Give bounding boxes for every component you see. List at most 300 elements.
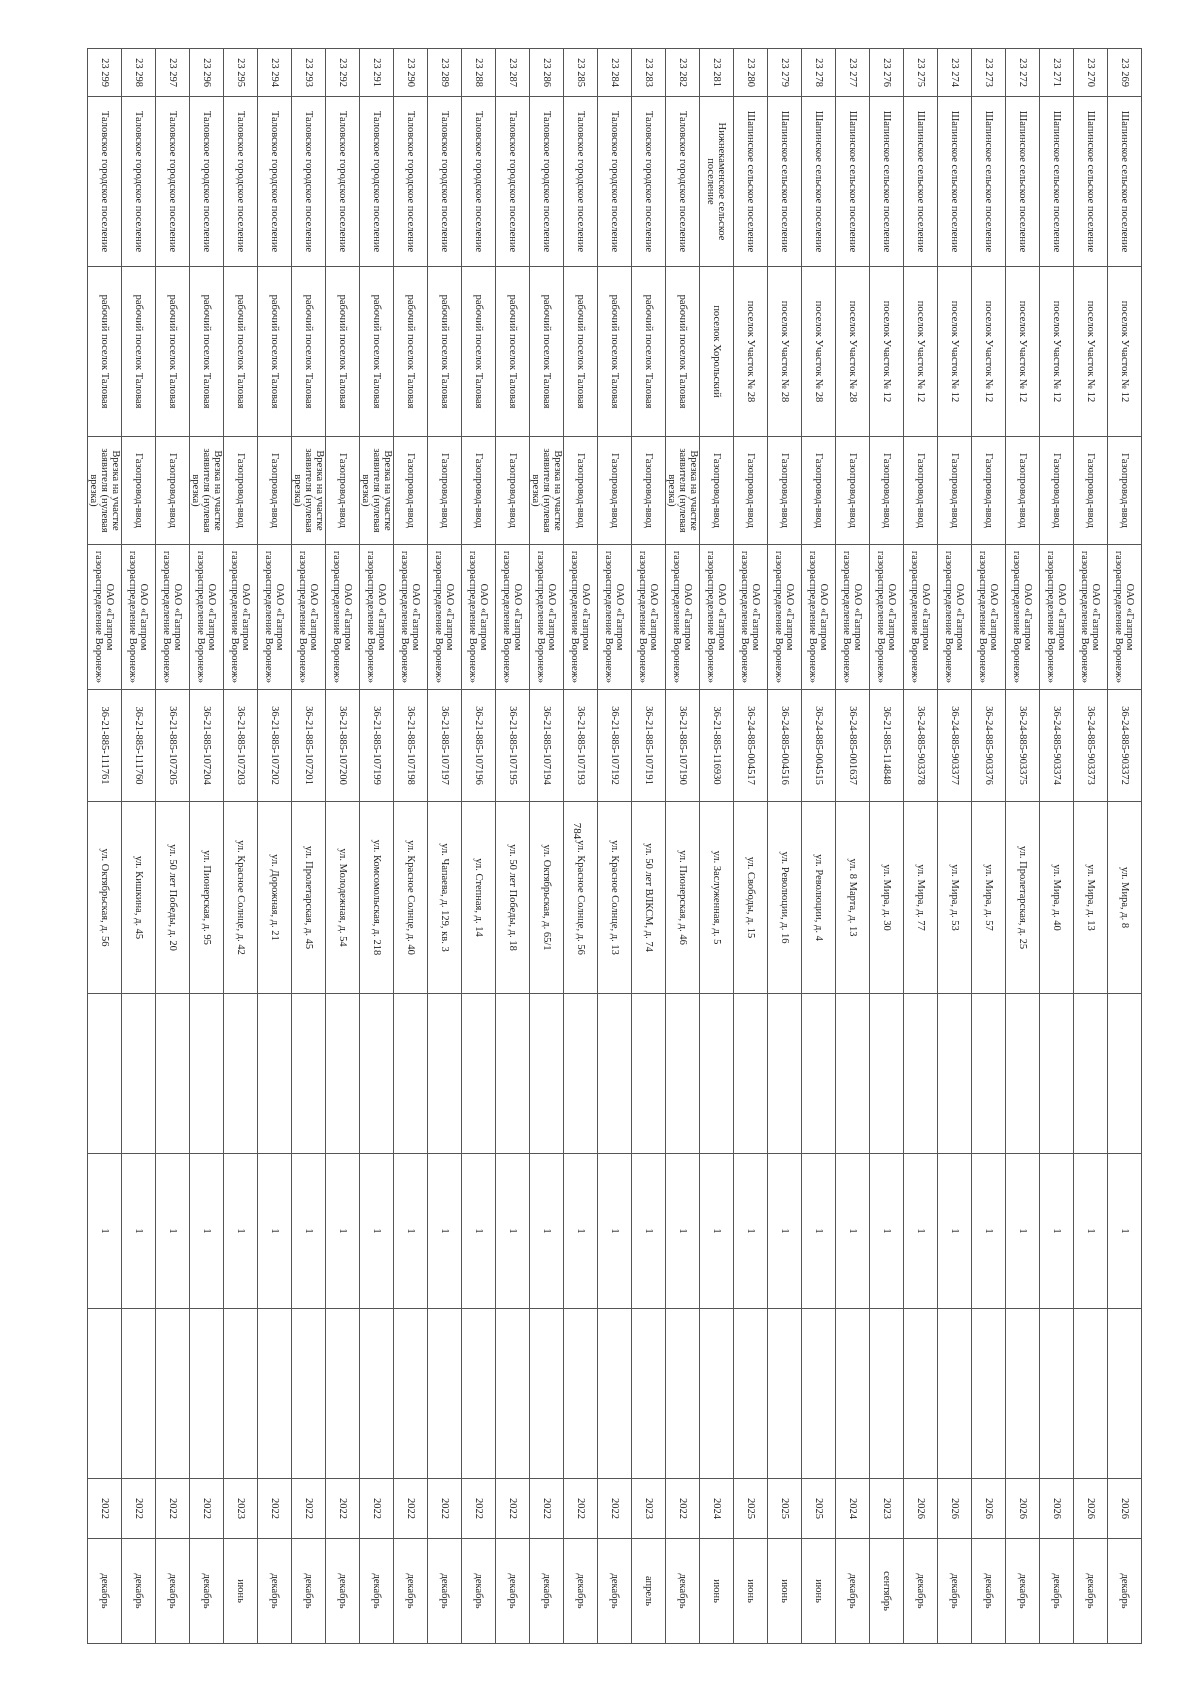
note-cell <box>156 994 190 1154</box>
count-cell: 1 <box>1040 1154 1074 1309</box>
count-cell: 1 <box>768 1154 802 1309</box>
year-cell: 2026 <box>1006 1479 1040 1539</box>
organization-cell: ОАО «Газпром газораспределение Воронеж» <box>768 545 802 690</box>
count-cell: 1 <box>802 1154 836 1309</box>
year-cell: 2022 <box>530 1479 564 1539</box>
organization-cell: ОАО «Газпром газораспределение Воронеж» <box>462 545 496 690</box>
code-cell: 36-21-885-107204 <box>190 690 224 802</box>
address-cell: ул. Мира, д. 53 <box>938 802 972 994</box>
row-number: 23 272 <box>1006 49 1040 97</box>
count-cell: 1 <box>462 1154 496 1309</box>
row-number: 23 295 <box>224 49 258 97</box>
row-number: 23 290 <box>394 49 428 97</box>
locality-cell: поселок Участок № 12 <box>1040 267 1074 437</box>
municipality-cell: Таловское городское поселение <box>632 97 666 267</box>
municipality-cell: Таловское городское поселение <box>224 97 258 267</box>
object-type-cell: Врезка на участке заявителя (нулевая врезка) <box>666 437 700 545</box>
count-cell: 1 <box>700 1154 734 1309</box>
locality-cell: рабочий поселок Таловая <box>462 267 496 437</box>
address-cell: ул. Мира, д. 77 <box>904 802 938 994</box>
organization-cell: ОАО «Газпром газораспределение Воронеж» <box>360 545 394 690</box>
table-row <box>666 49 700 1644</box>
note-cell <box>1074 994 1108 1154</box>
object-type-cell: Газопровод-ввод <box>734 437 768 545</box>
month-cell: декабрь <box>88 1539 122 1644</box>
address-cell: ул. Мира, д. 57 <box>972 802 1006 994</box>
count-cell: 1 <box>122 1154 156 1309</box>
note-cell <box>972 994 1006 1154</box>
municipality-cell: Таловское городское поселение <box>122 97 156 267</box>
table-row <box>88 49 122 1644</box>
municipality-cell: Таловское городское поселение <box>88 97 122 267</box>
locality-cell: поселок Участок № 12 <box>1108 267 1142 437</box>
registry-table <box>87 48 1142 1644</box>
municipality-cell: Таловское городское поселение <box>496 97 530 267</box>
month-cell: июнь <box>700 1539 734 1644</box>
month-cell: июнь <box>734 1539 768 1644</box>
table-row <box>462 49 496 1644</box>
table-row <box>496 49 530 1644</box>
row-number: 23 293 <box>292 49 326 97</box>
row-number: 23 292 <box>326 49 360 97</box>
code-cell: 36-21-885-111760 <box>122 690 156 802</box>
row-number: 23 288 <box>462 49 496 97</box>
month-cell: декабрь <box>156 1539 190 1644</box>
note-cell <box>870 994 904 1154</box>
code-cell: 36-21-885-111761 <box>88 690 122 802</box>
locality-cell: рабочий поселок Таловая <box>156 267 190 437</box>
count-cell: 1 <box>360 1154 394 1309</box>
year-cell: 2022 <box>88 1479 122 1539</box>
locality-cell: поселок Участок № 28 <box>802 267 836 437</box>
locality-cell: рабочий поселок Таловая <box>224 267 258 437</box>
note-cell <box>836 994 870 1154</box>
code-cell: 36-21-885-107202 <box>258 690 292 802</box>
blank-cell <box>768 1309 802 1479</box>
month-cell: июнь <box>224 1539 258 1644</box>
note-cell <box>122 994 156 1154</box>
note-cell <box>496 994 530 1154</box>
code-cell: 36-21-885-107190 <box>666 690 700 802</box>
organization-cell: ОАО «Газпром газораспределение Воронеж» <box>224 545 258 690</box>
note-cell <box>190 994 224 1154</box>
row-number: 23 274 <box>938 49 972 97</box>
month-cell: декабрь <box>394 1539 428 1644</box>
locality-cell: поселок Участок № 12 <box>1006 267 1040 437</box>
row-number: 23 276 <box>870 49 904 97</box>
organization-cell: ОАО «Газпром газораспределение Воронеж» <box>836 545 870 690</box>
table-row <box>156 49 190 1644</box>
month-cell: декабрь <box>1108 1539 1142 1644</box>
object-type-cell: Врезка на участке заявителя (нулевая врезка) <box>292 437 326 545</box>
count-cell: 1 <box>632 1154 666 1309</box>
blank-cell <box>394 1309 428 1479</box>
year-cell: 2025 <box>768 1479 802 1539</box>
year-cell: 2024 <box>700 1479 734 1539</box>
municipality-cell: Таловское городское поселение <box>530 97 564 267</box>
code-cell: 36-21-885-107201 <box>292 690 326 802</box>
object-type-cell: Газопровод-ввод <box>326 437 360 545</box>
row-number: 23 298 <box>122 49 156 97</box>
municipality-cell: Таловское городское поселение <box>462 97 496 267</box>
address-cell: ул. Дорожная, д. 21 <box>258 802 292 994</box>
code-cell: 36-21-885-107200 <box>326 690 360 802</box>
object-type-cell: Газопровод-ввод <box>394 437 428 545</box>
count-cell: 1 <box>734 1154 768 1309</box>
code-cell: 36-24-885-903375 <box>1006 690 1040 802</box>
locality-cell: поселок Участок № 12 <box>1074 267 1108 437</box>
month-cell: декабрь <box>530 1539 564 1644</box>
note-cell <box>360 994 394 1154</box>
blank-cell <box>224 1309 258 1479</box>
year-cell: 2022 <box>156 1479 190 1539</box>
count-cell: 1 <box>428 1154 462 1309</box>
municipality-cell: Таловское городское поселение <box>190 97 224 267</box>
year-cell: 2022 <box>598 1479 632 1539</box>
blank-cell <box>88 1309 122 1479</box>
blank-cell <box>632 1309 666 1479</box>
year-cell: 2026 <box>1040 1479 1074 1539</box>
note-cell <box>224 994 258 1154</box>
organization-cell: ОАО «Газпром газораспределение Воронеж» <box>530 545 564 690</box>
address-cell: ул. Красное Солнце, д. 40 <box>394 802 428 994</box>
note-cell <box>938 994 972 1154</box>
organization-cell: ОАО «Газпром газораспределение Воронеж» <box>938 545 972 690</box>
table-row <box>938 49 972 1644</box>
address-cell: ул. Пионерская, д. 95 <box>190 802 224 994</box>
year-cell: 2025 <box>734 1479 768 1539</box>
count-cell: 1 <box>190 1154 224 1309</box>
object-type-cell: Газопровод-ввод <box>564 437 598 545</box>
locality-cell: рабочий поселок Таловая <box>496 267 530 437</box>
object-type-cell: Газопровод-ввод <box>1006 437 1040 545</box>
blank-cell <box>360 1309 394 1479</box>
locality-cell: рабочий поселок Таловая <box>564 267 598 437</box>
row-number: 23 291 <box>360 49 394 97</box>
year-cell: 2022 <box>666 1479 700 1539</box>
object-type-cell: Газопровод-ввод <box>258 437 292 545</box>
municipality-cell: Шапинское сельское поселение <box>972 97 1006 267</box>
code-cell: 36-21-885-107198 <box>394 690 428 802</box>
count-cell: 1 <box>666 1154 700 1309</box>
blank-cell <box>870 1309 904 1479</box>
table-row <box>768 49 802 1644</box>
table-row <box>530 49 564 1644</box>
note-cell <box>1040 994 1074 1154</box>
table-row <box>224 49 258 1644</box>
row-number: 23 280 <box>734 49 768 97</box>
blank-cell <box>1108 1309 1142 1479</box>
locality-cell: поселок Участок № 12 <box>972 267 1006 437</box>
row-number: 23 296 <box>190 49 224 97</box>
table-row <box>1040 49 1074 1644</box>
blank-cell <box>496 1309 530 1479</box>
note-cell <box>904 994 938 1154</box>
locality-cell: поселок Участок № 28 <box>836 267 870 437</box>
address-cell: ул. 50 лет Победы, д. 18 <box>496 802 530 994</box>
blank-cell <box>734 1309 768 1479</box>
year-cell: 2022 <box>496 1479 530 1539</box>
blank-cell <box>292 1309 326 1479</box>
code-cell: 36-21-885-107199 <box>360 690 394 802</box>
object-type-cell: Газопровод-ввод <box>1040 437 1074 545</box>
note-cell <box>326 994 360 1154</box>
table-row <box>190 49 224 1644</box>
locality-cell: поселок Участок № 12 <box>938 267 972 437</box>
organization-cell: ОАО «Газпром газораспределение Воронеж» <box>326 545 360 690</box>
municipality-cell: Таловское городское поселение <box>360 97 394 267</box>
month-cell: апрель <box>632 1539 666 1644</box>
note-cell <box>258 994 292 1154</box>
row-number: 23 279 <box>768 49 802 97</box>
code-cell: 36-24-885-903376 <box>972 690 1006 802</box>
organization-cell: ОАО «Газпром газораспределение Воронеж» <box>88 545 122 690</box>
blank-cell <box>904 1309 938 1479</box>
note-cell <box>462 994 496 1154</box>
object-type-cell: Газопровод-ввод <box>972 437 1006 545</box>
object-type-cell: Газопровод-ввод <box>632 437 666 545</box>
month-cell: декабрь <box>428 1539 462 1644</box>
code-cell: 36-21-885-116930 <box>700 690 734 802</box>
code-cell: 36-24-885-001637 <box>836 690 870 802</box>
organization-cell: ОАО «Газпром газораспределение Воронеж» <box>1040 545 1074 690</box>
table-row <box>122 49 156 1644</box>
organization-cell: ОАО «Газпром газораспределение Воронеж» <box>802 545 836 690</box>
organization-cell: ОАО «Газпром газораспределение Воронеж» <box>632 545 666 690</box>
row-number: 23 286 <box>530 49 564 97</box>
blank-cell <box>122 1309 156 1479</box>
table-row <box>972 49 1006 1644</box>
row-number: 23 284 <box>598 49 632 97</box>
row-number: 23 270 <box>1074 49 1108 97</box>
table-row <box>802 49 836 1644</box>
organization-cell: ОАО «Газпром газораспределение Воронеж» <box>190 545 224 690</box>
locality-cell: рабочий поселок Таловая <box>666 267 700 437</box>
year-cell: 2022 <box>326 1479 360 1539</box>
address-cell: ул. Свободы, д. 15 <box>734 802 768 994</box>
note-cell <box>530 994 564 1154</box>
month-cell: декабрь <box>666 1539 700 1644</box>
count-cell: 1 <box>326 1154 360 1309</box>
month-cell: декабрь <box>836 1539 870 1644</box>
locality-cell: поселок Участок № 12 <box>870 267 904 437</box>
address-cell: ул. Пролетарская, д. 25 <box>1006 802 1040 994</box>
count-cell: 1 <box>292 1154 326 1309</box>
month-cell: декабрь <box>972 1539 1006 1644</box>
organization-cell: ОАО «Газпром газораспределение Воронеж» <box>666 545 700 690</box>
object-type-cell: Газопровод-ввод <box>836 437 870 545</box>
object-type-cell: Врезка на участке заявителя (нулевая врезка) <box>190 437 224 545</box>
month-cell: декабрь <box>122 1539 156 1644</box>
object-type-cell: Врезка на участке заявителя (нулевая врезка) <box>88 437 122 545</box>
month-cell: декабрь <box>326 1539 360 1644</box>
month-cell: декабрь <box>1074 1539 1108 1644</box>
table-row <box>394 49 428 1644</box>
municipality-cell: Шапинское сельское поселение <box>836 97 870 267</box>
table-row <box>1108 49 1142 1644</box>
locality-cell: рабочий поселок Таловая <box>632 267 666 437</box>
municipality-cell: Таловское городское поселение <box>564 97 598 267</box>
municipality-cell: Таловское городское поселение <box>326 97 360 267</box>
blank-cell <box>1040 1309 1074 1479</box>
address-cell: ул. Пролетарская, д. 45 <box>292 802 326 994</box>
table-row <box>292 49 326 1644</box>
code-cell: 36-24-885-903372 <box>1108 690 1142 802</box>
month-cell: декабрь <box>1040 1539 1074 1644</box>
year-cell: 2026 <box>1074 1479 1108 1539</box>
object-type-cell: Газопровод-ввод <box>462 437 496 545</box>
year-cell: 2026 <box>1108 1479 1142 1539</box>
blank-cell <box>802 1309 836 1479</box>
address-cell: ул. Комсомольская, д. 218 <box>360 802 394 994</box>
locality-cell: рабочий поселок Таловая <box>598 267 632 437</box>
code-cell: 36-24-885-903374 <box>1040 690 1074 802</box>
year-cell: 2025 <box>802 1479 836 1539</box>
table-row <box>564 49 598 1644</box>
blank-cell <box>428 1309 462 1479</box>
year-cell: 2023 <box>224 1479 258 1539</box>
row-number: 23 275 <box>904 49 938 97</box>
object-type-cell: Газопровод-ввод <box>904 437 938 545</box>
year-cell: 2022 <box>360 1479 394 1539</box>
note-cell <box>394 994 428 1154</box>
organization-cell: ОАО «Газпром газораспределение Воронеж» <box>258 545 292 690</box>
blank-cell <box>700 1309 734 1479</box>
month-cell: декабрь <box>496 1539 530 1644</box>
code-cell: 36-21-885-107193 <box>564 690 598 802</box>
row-number: 23 283 <box>632 49 666 97</box>
count-cell: 1 <box>904 1154 938 1309</box>
count-cell: 1 <box>156 1154 190 1309</box>
row-number: 23 299 <box>88 49 122 97</box>
month-cell: декабрь <box>938 1539 972 1644</box>
code-cell: 36-24-885-903377 <box>938 690 972 802</box>
code-cell: 36-21-885-114848 <box>870 690 904 802</box>
table-row <box>700 49 734 1644</box>
organization-cell: ОАО «Газпром газораспределение Воронеж» <box>156 545 190 690</box>
table-row <box>836 49 870 1644</box>
address-cell: ул. Молодежная, д. 54 <box>326 802 360 994</box>
address-cell: ул. Заслуженная, д. 5 <box>700 802 734 994</box>
address-cell: ул. 50 лет ВЛКСМ, д. 74 <box>632 802 666 994</box>
code-cell: 36-21-885-107205 <box>156 690 190 802</box>
object-type-cell: Газопровод-ввод <box>802 437 836 545</box>
municipality-cell: Шапинское сельское поселение <box>734 97 768 267</box>
organization-cell: ОАО «Газпром газораспределение Воронеж» <box>122 545 156 690</box>
row-number: 23 277 <box>836 49 870 97</box>
code-cell: 36-21-885-107195 <box>496 690 530 802</box>
year-cell: 2026 <box>938 1479 972 1539</box>
locality-cell: поселок Хорольский <box>700 267 734 437</box>
month-cell: июнь <box>802 1539 836 1644</box>
table-row <box>734 49 768 1644</box>
month-cell: декабрь <box>904 1539 938 1644</box>
code-cell: 36-21-885-107203 <box>224 690 258 802</box>
blank-cell <box>462 1309 496 1479</box>
note-cell <box>802 994 836 1154</box>
object-type-cell: Газопровод-ввод <box>938 437 972 545</box>
locality-cell: поселок Участок № 28 <box>734 267 768 437</box>
page-number: 784 <box>571 822 583 840</box>
code-cell: 36-24-885-903378 <box>904 690 938 802</box>
blank-cell <box>972 1309 1006 1479</box>
organization-cell: ОАО «Газпром газораспределение Воронеж» <box>428 545 462 690</box>
object-type-cell: Газопровод-ввод <box>1074 437 1108 545</box>
locality-cell: рабочий поселок Таловая <box>326 267 360 437</box>
address-cell: ул. Красное Солнце, д. 42 <box>224 802 258 994</box>
row-number: 23 297 <box>156 49 190 97</box>
count-cell: 1 <box>1074 1154 1108 1309</box>
year-cell: 2024 <box>836 1479 870 1539</box>
address-cell: ул. Пионерская, д. 46 <box>666 802 700 994</box>
note-cell <box>700 994 734 1154</box>
note-cell <box>1108 994 1142 1154</box>
note-cell <box>88 994 122 1154</box>
municipality-cell: Шапинское сельское поселение <box>870 97 904 267</box>
count-cell: 1 <box>530 1154 564 1309</box>
month-cell: декабрь <box>1006 1539 1040 1644</box>
blank-cell <box>190 1309 224 1479</box>
blank-cell <box>564 1309 598 1479</box>
locality-cell: рабочий поселок Таловая <box>394 267 428 437</box>
address-cell: ул. Красное Солнце, д. 56 <box>564 802 598 994</box>
year-cell: 2022 <box>258 1479 292 1539</box>
address-cell: ул. Мира, д. 40 <box>1040 802 1074 994</box>
object-type-cell: Газопровод-ввод <box>700 437 734 545</box>
blank-cell <box>1006 1309 1040 1479</box>
note-cell <box>292 994 326 1154</box>
object-type-cell: Врезка на участке заявителя (нулевая врезка) <box>530 437 564 545</box>
year-cell: 2026 <box>972 1479 1006 1539</box>
blank-cell <box>258 1309 292 1479</box>
locality-cell: рабочий поселок Таловая <box>190 267 224 437</box>
organization-cell: ОАО «Газпром газораспределение Воронеж» <box>734 545 768 690</box>
note-cell <box>632 994 666 1154</box>
row-number: 23 287 <box>496 49 530 97</box>
month-cell: декабрь <box>564 1539 598 1644</box>
municipality-cell: Шапинское сельское поселение <box>1074 97 1108 267</box>
object-type-cell: Газопровод-ввод <box>598 437 632 545</box>
municipality-cell: Нижнекаменское сельское поселение <box>700 97 734 267</box>
count-cell: 1 <box>394 1154 428 1309</box>
municipality-cell: Таловское городское поселение <box>258 97 292 267</box>
month-cell: сентябрь <box>870 1539 904 1644</box>
address-cell: ул. Октябрьская, д. 65/1 <box>530 802 564 994</box>
organization-cell: ОАО «Газпром газораспределение Воронеж» <box>1074 545 1108 690</box>
blank-cell <box>666 1309 700 1479</box>
organization-cell: ОАО «Газпром газораспределение Воронеж» <box>904 545 938 690</box>
code-cell: 36-21-885-107197 <box>428 690 462 802</box>
year-cell: 2022 <box>292 1479 326 1539</box>
month-cell: декабрь <box>462 1539 496 1644</box>
organization-cell: ОАО «Газпром газораспределение Воронеж» <box>292 545 326 690</box>
locality-cell: рабочий поселок Таловая <box>122 267 156 437</box>
count-cell: 1 <box>1006 1154 1040 1309</box>
locality-cell: рабочий поселок Таловая <box>428 267 462 437</box>
address-cell: ул. Кишкина, д. 45 <box>122 802 156 994</box>
address-cell: ул. Мира, д. 30 <box>870 802 904 994</box>
municipality-cell: Шапинское сельское поселение <box>768 97 802 267</box>
object-type-cell: Газопровод-ввод <box>428 437 462 545</box>
locality-cell: рабочий поселок Таловая <box>258 267 292 437</box>
month-cell: декабрь <box>598 1539 632 1644</box>
organization-cell: ОАО «Газпром газораспределение Воронеж» <box>972 545 1006 690</box>
table-row <box>598 49 632 1644</box>
row-number: 23 271 <box>1040 49 1074 97</box>
table-row <box>632 49 666 1644</box>
municipality-cell: Шапинское сельское поселение <box>802 97 836 267</box>
code-cell: 36-21-885-107194 <box>530 690 564 802</box>
